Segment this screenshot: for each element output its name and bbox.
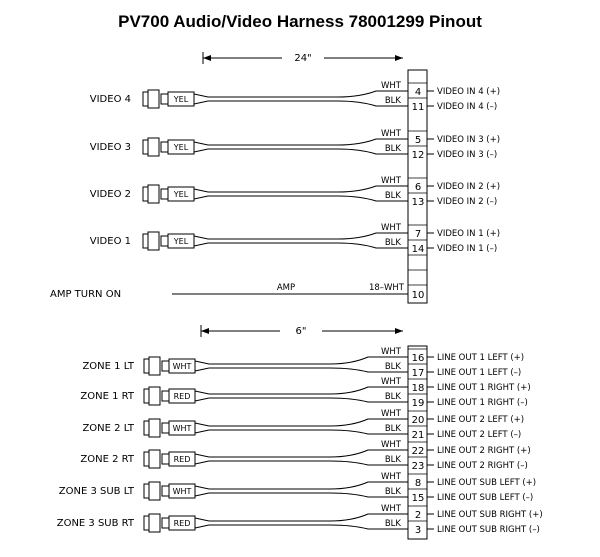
signal-label: VIDEO IN 1 (–) [437,244,498,254]
amp-turn-on-row [50,255,427,301]
rca-plug-body [148,185,159,203]
audio-length-dimension [201,325,403,337]
audio-channel-row [82,409,524,441]
wire1-color-label: WHT [381,377,401,387]
channel-label: VIDEO 3 [89,142,131,153]
cable-boot [194,189,208,199]
channel-label: ZONE 3 SUB LT [58,486,134,497]
rca-plug-collar [162,486,169,496]
audio-channel-row [59,472,536,504]
rca-plug-collar [162,361,169,371]
cable-boot [195,486,209,496]
wire2-color-label: BLK [384,96,401,106]
wire1-color-label: WHT [381,223,401,233]
rca-plug-tip [144,421,149,435]
pin-number: 13 [411,197,425,208]
connector-color-label: WHT [172,424,192,433]
connector-color-label: RED [173,455,191,464]
wire2-color-label: BLK [384,392,401,402]
signal-label: VIDEO IN 4 (–) [437,102,498,112]
connector-color-label: YEL [173,143,189,152]
rca-plug-body [149,514,160,532]
cable-boot [194,94,208,104]
signal-label: VIDEO IN 1 (+) [437,229,501,239]
channel-label: ZONE 2 LT [82,423,134,434]
pin-number: 12 [411,150,425,161]
rca-plug-collar [162,423,169,433]
wire1-color-label: WHT [381,129,401,139]
connector-color-label: RED [173,519,191,528]
wire2-color-label: BLK [384,487,401,497]
rca-plug-tip [144,516,149,530]
rca-plug-tip [144,452,149,466]
wire1-color-label: WHT [381,472,401,482]
audio-channel-row [57,504,543,536]
pin-number: 4 [414,87,422,98]
signal-label: VIDEO IN 2 (+) [437,182,501,192]
connector-color-label: WHT [172,487,192,496]
wire1-color-label: WHT [381,440,401,450]
pin-number: 5 [414,135,422,146]
pin-number: 19 [411,398,425,409]
rca-plug-collar [162,518,169,528]
video-length-dimension [203,52,403,64]
cable-boot [194,142,208,152]
signal-label: LINE OUT SUB LEFT (+) [437,478,537,488]
connector-color-label: YEL [173,190,189,199]
signal-label: LINE OUT 2 RIGHT (+) [437,446,531,456]
audio-channels [57,347,543,536]
pin-number: 22 [411,446,425,457]
channel-label: VIDEO 2 [89,189,131,200]
pin-number: 16 [411,353,425,364]
channel-label: VIDEO 1 [89,236,131,247]
signal-label: VIDEO IN 4 (+) [437,87,501,97]
channel-label: ZONE 3 SUB RT [56,518,134,529]
pin-number: 7 [414,229,422,240]
rca-plug-body [149,450,160,468]
channel-label: ZONE 1 RT [80,391,134,402]
video-length-label: 24" [294,53,312,64]
amp-turn-on-label: AMP TURN ON [50,289,122,300]
video-channel-row [90,81,500,113]
channel-label: ZONE 1 LT [82,361,134,372]
wire2-color-label: BLK [384,144,401,154]
signal-label: LINE OUT 2 LEFT (+) [437,415,525,425]
pin-number: 3 [414,525,422,536]
signal-label: VIDEO IN 3 (+) [437,135,501,145]
channel-label: VIDEO 4 [89,94,131,105]
cable-boot [195,361,209,371]
video-channel-row [90,176,500,208]
signal-label: LINE OUT 2 LEFT (–) [437,430,522,440]
audio-channel-row [82,347,524,379]
cable-boot [195,423,209,433]
wire1-color-label: WHT [381,504,401,514]
rca-plug-tip [144,389,149,403]
rca-plug-body [149,482,160,500]
rca-plug-collar [161,236,168,246]
pin-number: 20 [411,415,425,426]
rca-plug-collar [162,391,169,401]
rca-plug-tip [144,484,149,498]
rca-plug-collar [161,142,168,152]
rca-plug-body [149,419,160,437]
wire2-color-label: BLK [384,362,401,372]
wire2-color-label: BLK [384,424,401,434]
pin-number: 17 [411,368,425,379]
signal-label: VIDEO IN 2 (–) [437,197,498,207]
wire1-color-label: WHT [381,81,401,91]
signal-label: LINE OUT 2 RIGHT (–) [437,461,528,471]
signal-label: LINE OUT SUB RIGHT (–) [437,525,540,535]
rca-plug-body [148,232,159,250]
rca-plug-collar [161,189,168,199]
rca-plug-tip [144,359,149,373]
signal-label: LINE OUT 1 RIGHT (–) [437,398,528,408]
video-channels [90,81,500,255]
cable-boot [195,391,209,401]
wire2-color-label: BLK [384,455,401,465]
rca-plug-body [149,387,160,405]
pin-number: 18 [411,383,425,394]
connector-color-label: WHT [172,362,192,371]
amp-mid-label: AMP [276,283,296,293]
video-channel-row [90,223,500,255]
audio-channel-row [80,440,530,472]
pin-number: 2 [414,510,422,521]
signal-label: LINE OUT 1 LEFT (–) [437,368,522,378]
video-channel-row [90,129,500,161]
rca-plug-tip [143,92,148,106]
pin-number: 6 [414,182,422,193]
pin-number: 23 [411,461,425,472]
signal-label: LINE OUT 1 LEFT (+) [437,353,525,363]
wire2-color-label: BLK [384,191,401,201]
wire1-color-label: WHT [381,409,401,419]
cable-boot [194,236,208,246]
audio-channel-row [80,377,530,409]
channel-label: ZONE 2 RT [80,454,134,465]
amp-wire-color-label: 18–WHT [368,283,404,293]
connector-color-label: YEL [173,95,189,104]
rca-plug-tip [143,234,148,248]
connector-color-label: YEL [173,237,189,246]
pin-number: 10 [411,290,425,301]
signal-label: VIDEO IN 3 (–) [437,150,498,160]
wire1-color-label: WHT [381,176,401,186]
audio-length-label: 6" [295,326,307,337]
wire2-color-label: BLK [384,519,401,529]
rca-plug-body [148,90,159,108]
signal-label: LINE OUT SUB RIGHT (+) [437,510,543,520]
rca-plug-tip [143,187,148,201]
connector-color-label: RED [173,392,191,401]
pin-number: 8 [414,478,422,489]
pin-number: 11 [411,102,425,113]
cable-boot [195,518,209,528]
pin-number: 21 [411,430,425,441]
diagram-title: PV700 Audio/Video Harness 78001299 Pinout [118,12,482,31]
wire2-color-label: BLK [384,238,401,248]
pin-number: 15 [411,493,425,504]
wire1-color-label: WHT [381,347,401,357]
rca-plug-collar [162,454,169,464]
rca-plug-collar [161,94,168,104]
signal-label: LINE OUT SUB LEFT (–) [437,493,534,503]
rca-plug-body [148,138,159,156]
rca-plug-body [149,357,160,375]
signal-label: LINE OUT 1 RIGHT (+) [437,383,531,393]
pin-number: 14 [411,244,425,255]
rca-plug-tip [143,140,148,154]
cable-boot [195,454,209,464]
